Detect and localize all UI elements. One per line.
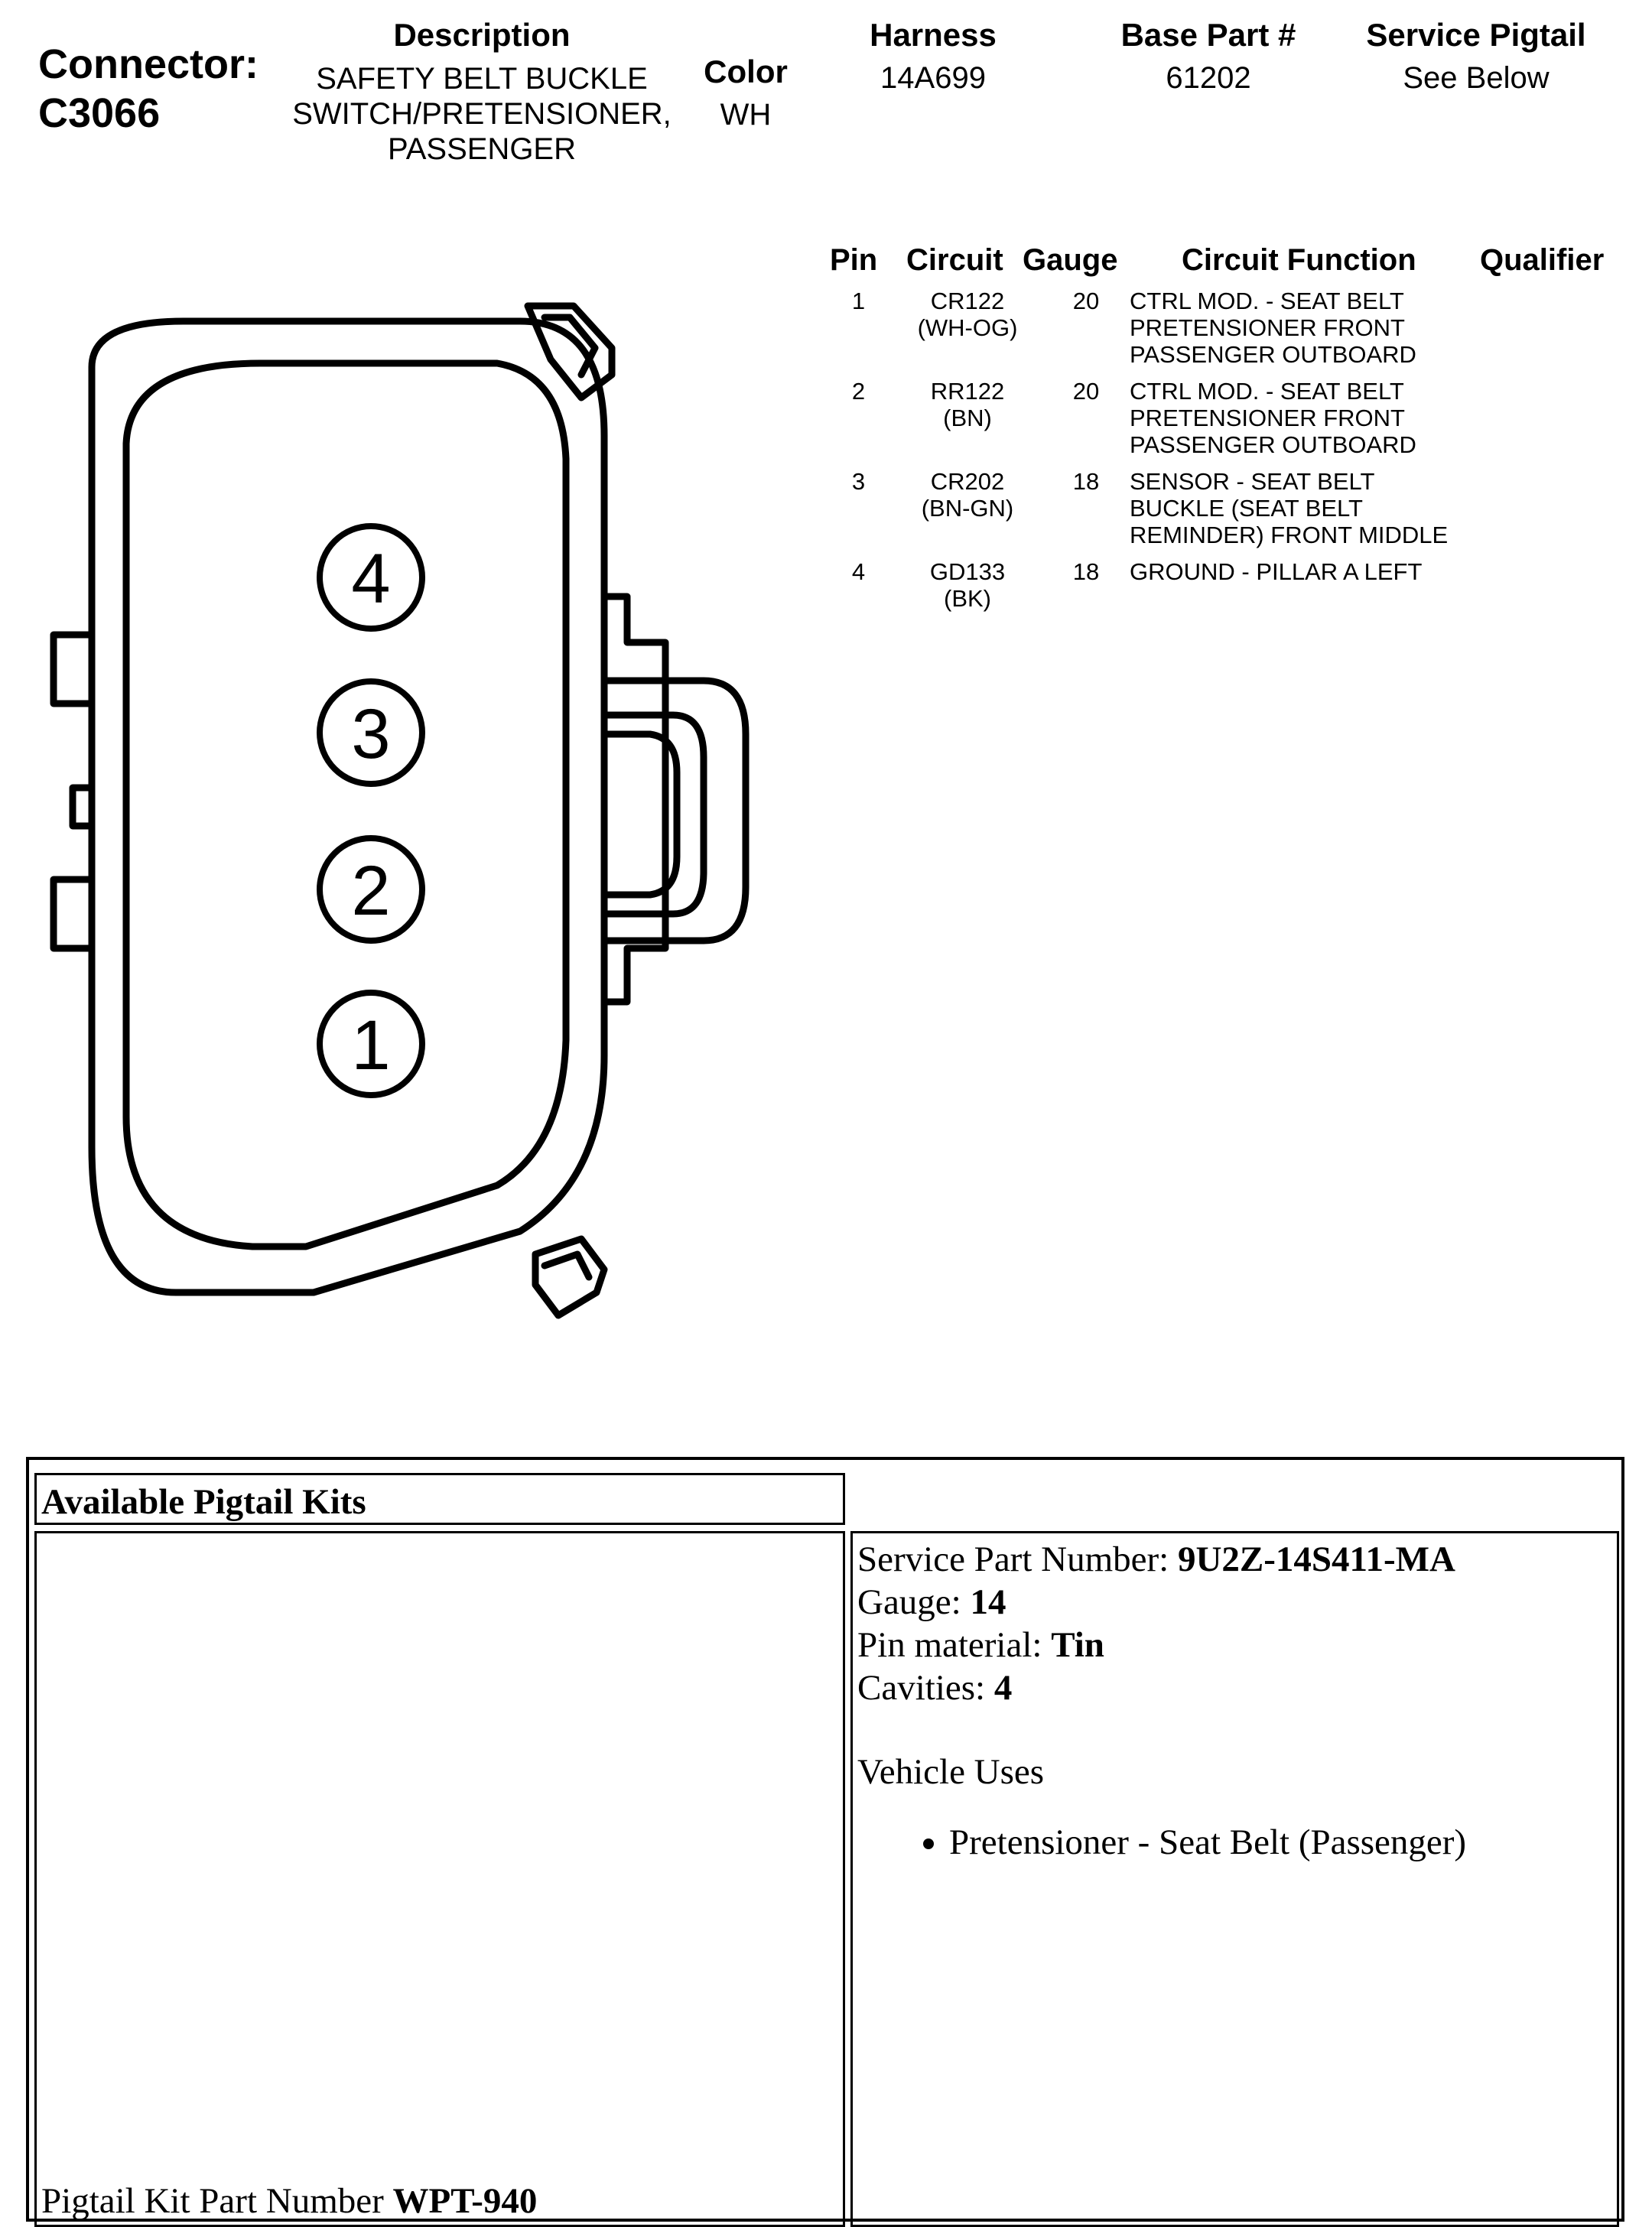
pigtail-kit-part-number	[41, 2180, 537, 2222]
service-pigtail-header: Service Pigtail	[1366, 17, 1586, 53]
color-header: Color	[704, 54, 788, 89]
circuit-cell	[902, 288, 1032, 341]
harness-value: 14A699	[880, 61, 986, 95]
pin-material-label: Pin material:	[857, 1625, 1052, 1665]
circuit-id: CR202	[930, 468, 1005, 495]
connector-header	[38, 40, 259, 138]
gauge-cell: 18	[1072, 468, 1100, 495]
circuit-cell	[902, 378, 1032, 431]
circuit-color: (WH-OG)	[917, 314, 1018, 341]
circuit-color: (BN)	[943, 405, 992, 431]
kit-part-label: Pigtail Kit Part Number	[41, 2181, 393, 2221]
function-cell	[1130, 378, 1481, 458]
description-line: SWITCH/PRETENSIONER,	[292, 97, 672, 131]
function-line: PASSENGER OUTBOARD	[1130, 341, 1416, 368]
pigtail-kits-title: Available Pigtail Kits	[34, 1473, 845, 1525]
pin-material-value: Tin	[1051, 1625, 1104, 1665]
description-line: SAFETY BELT BUCKLE	[316, 62, 648, 96]
function-line: CTRL MOD. - SEAT BELT	[1130, 378, 1404, 405]
connector-label: Connector:	[38, 41, 259, 87]
gauge-value: 14	[970, 1582, 1006, 1622]
pin-table	[830, 243, 1641, 641]
base-part-header: Base Part #	[1120, 17, 1296, 53]
pigtail-details-cell	[850, 1531, 1619, 2227]
circuit-id: RR122	[930, 378, 1005, 405]
pin-label-4: 4	[351, 540, 391, 618]
base-part-value: 61202	[1166, 61, 1251, 95]
connector-id: C3066	[38, 90, 161, 136]
gauge-label: Gauge:	[857, 1582, 971, 1622]
function-line: PASSENGER OUTBOARD	[1130, 431, 1416, 458]
circuit-cell	[902, 468, 1032, 522]
circuit-column-header: Circuit	[906, 243, 1003, 277]
function-line: GROUND - PILLAR A LEFT	[1130, 558, 1423, 585]
function-cell	[1130, 468, 1481, 548]
description-line: PASSENGER	[388, 132, 576, 166]
harness-header: Harness	[870, 17, 997, 53]
color-value: WH	[720, 98, 772, 132]
service-part-number	[857, 1538, 1612, 1581]
pigtail-kits-table	[26, 1457, 1624, 2222]
circuit-color: (BK)	[944, 585, 991, 612]
vehicle-uses-heading: Vehicle Uses	[857, 1752, 1045, 1792]
circuit-cell	[902, 558, 1032, 612]
gauge-cell: 18	[1072, 558, 1100, 585]
service-part-value: 9U2Z-14S411-MA	[1177, 1539, 1455, 1579]
function-line: REMINDER) FRONT MIDDLE	[1130, 522, 1449, 548]
gauge-cell: 20	[1072, 288, 1100, 314]
pin-label-1: 1	[351, 1006, 391, 1084]
gauge-cell: 20	[1072, 378, 1100, 405]
pin-material-row	[857, 1624, 1612, 1666]
service-part-label: Service Part Number:	[857, 1539, 1178, 1579]
function-cell	[1130, 558, 1481, 585]
left-tab-upper	[54, 635, 92, 704]
function-line: PRETENSIONER FRONT	[1130, 314, 1405, 341]
kit-part-value: WPT-940	[392, 2181, 538, 2221]
lower-latch	[535, 1239, 604, 1315]
pin-number: 3	[851, 468, 866, 495]
function-line: PRETENSIONER FRONT	[1130, 405, 1405, 431]
pin-number: 4	[851, 558, 866, 585]
housing-inner	[126, 363, 566, 1247]
cavities-label: Cavities:	[857, 1668, 994, 1708]
gauge-column-header: Gauge	[1023, 243, 1118, 277]
circuit-color: (BN-GN)	[921, 495, 1014, 522]
right-lock-inner-loop	[604, 715, 704, 914]
circuit-id: CR122	[930, 288, 1005, 314]
pin-label-2: 2	[351, 852, 391, 930]
left-tab-lower	[54, 879, 92, 948]
pin-number: 2	[851, 378, 866, 405]
qualifier-column-header: Qualifier	[1480, 243, 1605, 277]
housing-outer	[92, 321, 604, 1292]
cavities-value: 4	[993, 1668, 1013, 1708]
function-cell	[1130, 288, 1481, 368]
description-value	[268, 61, 696, 167]
connector-face-diagram	[0, 275, 795, 1361]
pin-number: 1	[851, 288, 866, 314]
circuit-id: GD133	[929, 558, 1006, 585]
function-line: BUCKLE (SEAT BELT	[1130, 495, 1363, 522]
vehicle-uses-list	[857, 1821, 1612, 1864]
pin-column-header: Pin	[830, 243, 878, 277]
function-line: CTRL MOD. - SEAT BELT	[1130, 288, 1404, 314]
cavities-row	[857, 1666, 1612, 1709]
list-item: • Pretensioner - Seat Belt (Passenger)	[949, 1821, 1612, 1864]
pin-label-3: 3	[351, 695, 391, 773]
function-line: SENSOR - SEAT BELT	[1130, 468, 1375, 495]
function-column-header: Circuit Function	[1182, 243, 1416, 277]
gauge-row	[857, 1581, 1612, 1624]
description-header: Description	[393, 17, 571, 53]
pigtail-image-cell	[34, 1531, 845, 2227]
service-pigtail-value: See Below	[1403, 61, 1550, 95]
